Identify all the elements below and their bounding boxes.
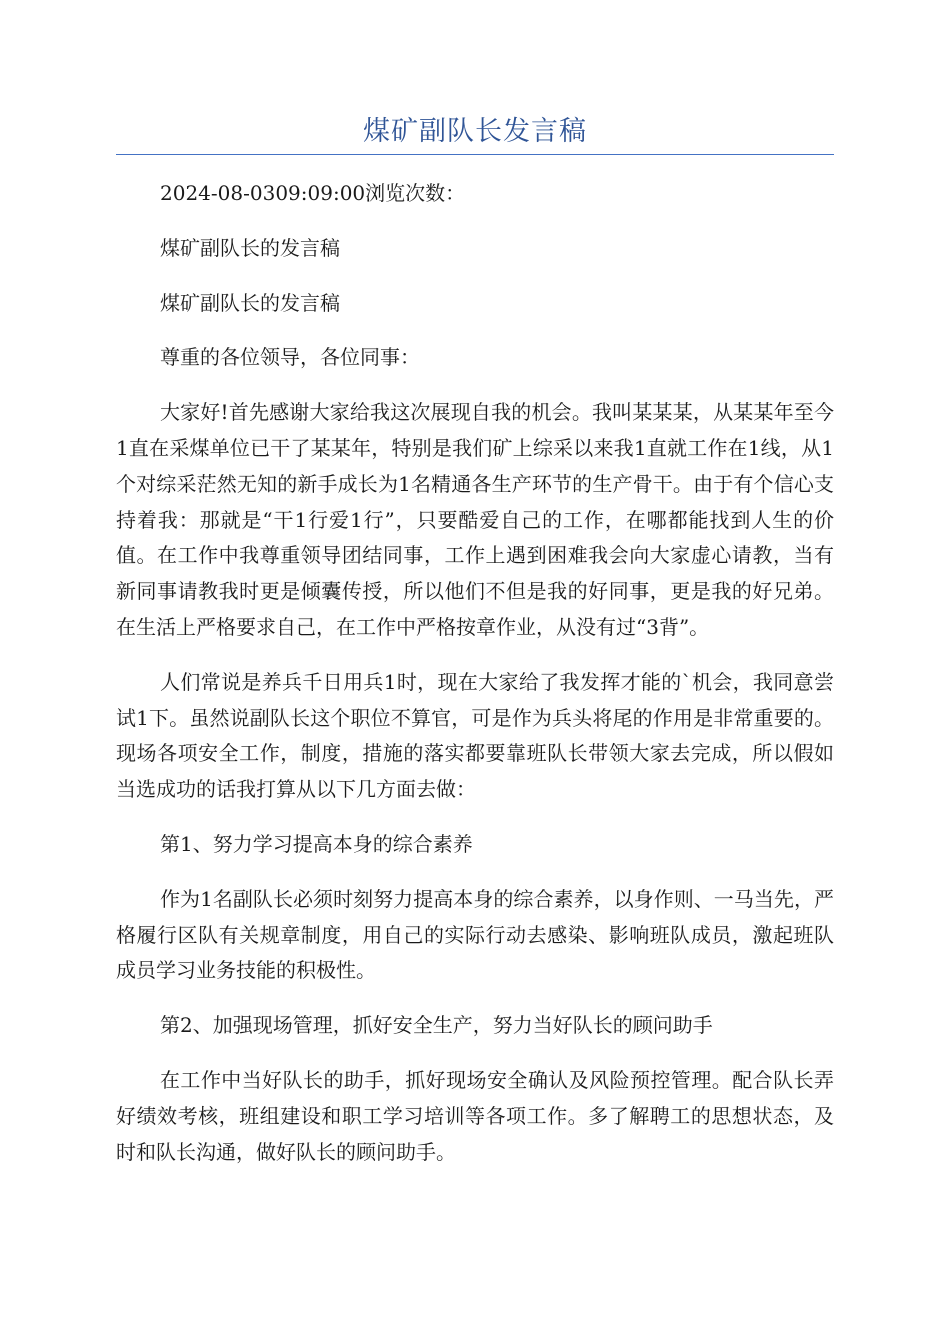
document-title: 煤矿副队长发言稿 [363,116,587,147]
meta-line: 2024-08-0309:09:00浏览次数： [160,181,466,205]
salutation: 尊重的各位领导，各位同事： [160,345,420,370]
section-heading: 第2、加强现场管理，抓好安全生产，努力当好队长的顾问助手 [160,1013,713,1038]
body-paragraph: 大家好!首先感谢大家给我这次展现自我的机会。我叫某某某，从某某年至今1直在采煤单位已干了某某年，特别是我们矿上综采以来我1直就工作在1线，从1个对综采茫然无知的新手成长为1名精通各生产环节的生产骨干。由于有个信心支持着我：那就是“干1行爱1行”，只要酷爱自己的工作，在哪都能找到人生的价值。在工作中我尊重领导团结同事，工作上遇到困难我会向大家虚心请教，当有新同事请教我时更是倾囊传授，所以他们不但是我的好同事，更是我的好兄弟。在生活上严格要求自己，在工作中严格按章作业，从没有过“3背”。 [116,400,834,639]
body-paragraph: 人们常说是养兵千日用兵1时，现在大家给了我发挥才能的`机会，我同意尝试1下。虽然说副队长这个职位不算官，可是作为兵头将尾的作用是非常重要的。现场各项安全工作，制度，措施的落实都要靠班队长带领大家去完成，所以假如当选成功的话我打算从以下几方面去做： [116,669,834,802]
subtitle-line: 煤矿副队长的发言稿 [160,290,340,315]
title-underline [116,154,834,155]
body-paragraph: 在工作中当好队长的助手，抓好现场安全确认及风险预控管理。配合队长弄好绩效考核，班组建设和职工学习培训等各项工作。多了解聘工的思想状态，及时和队长沟通，做好队长的顾问助手。 [116,1067,834,1164]
subtitle-line: 煤矿副队长的发言稿 [160,235,340,260]
body-paragraph: 作为1名副队长必须时刻努力提高本身的综合素养，以身作则、一马当先，严格履行区队有关规章制度，用自己的实际行动去感染、影响班队成员，激起班队成员学习业务技能的积极性。 [116,886,834,983]
document-body [116,176,834,1189]
section-heading: 第1、努力学习提高本身的综合素养 [160,831,473,856]
